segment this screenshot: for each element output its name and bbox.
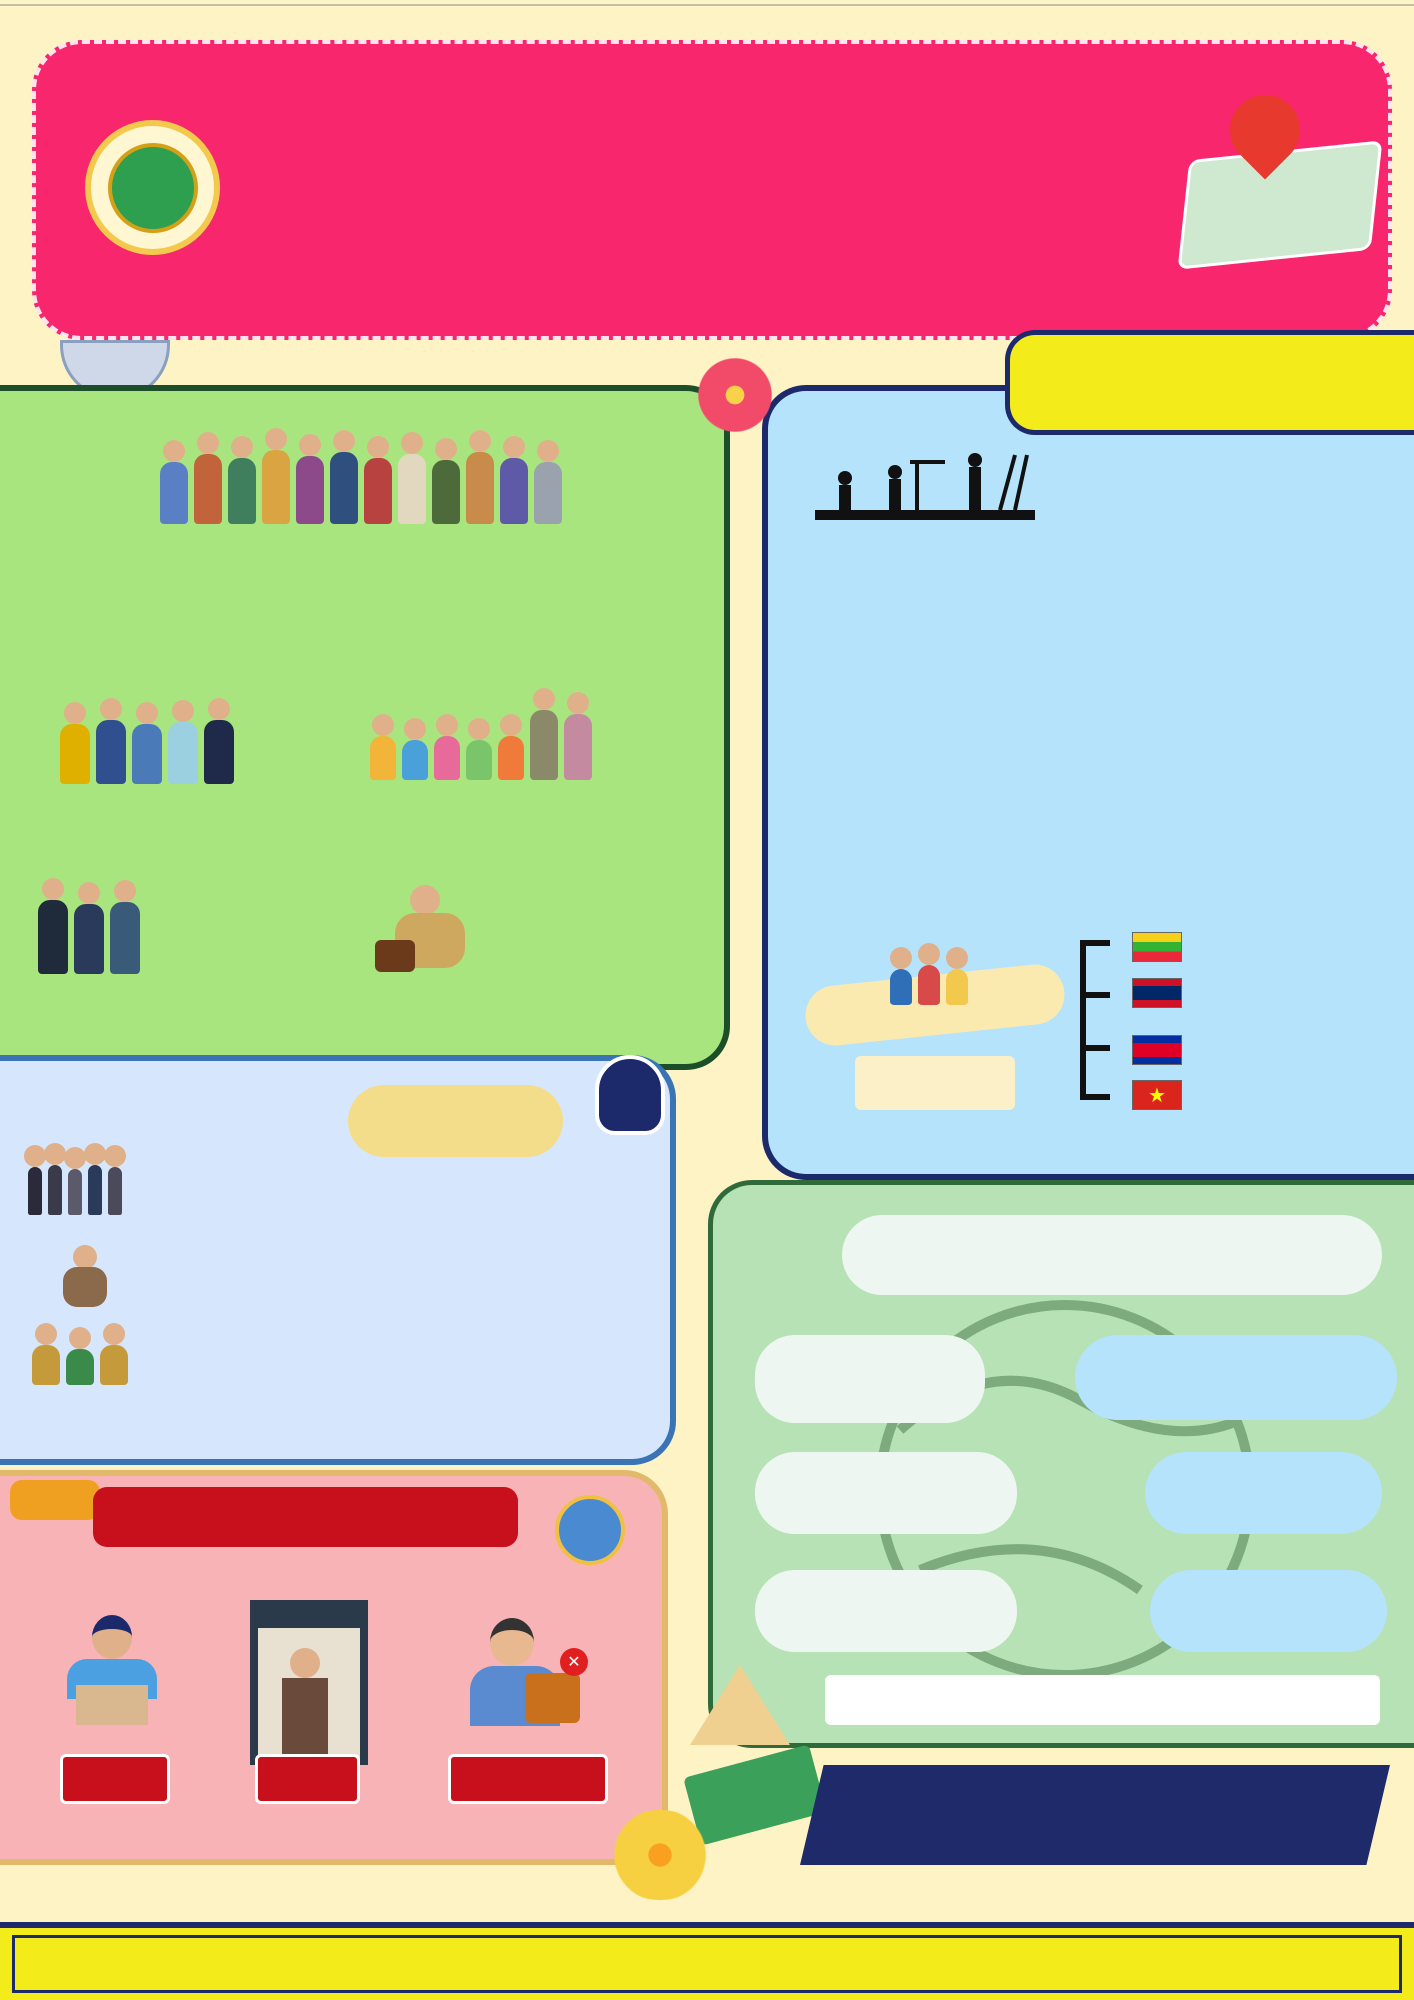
applicants-label xyxy=(755,1452,1017,1534)
footer xyxy=(0,1922,1414,2000)
four-nations-people-illustration xyxy=(890,965,968,1005)
cambodia-flag-icon xyxy=(1132,1035,1182,1065)
globe-tools-icon xyxy=(555,1495,625,1565)
foreign-workers-badge xyxy=(1005,330,1414,435)
domestic-jobs-title-pill xyxy=(842,1215,1382,1295)
job-positions-label xyxy=(755,1335,985,1423)
crowd-illustration xyxy=(160,450,562,524)
hibiscus-flower-icon xyxy=(690,355,780,435)
employed-illustration xyxy=(38,900,140,974)
job-positions-value xyxy=(1075,1335,1397,1420)
resigned-elevator-illustration xyxy=(250,1600,368,1765)
placements-value xyxy=(1150,1570,1387,1652)
mascot-icon xyxy=(595,1055,665,1135)
non-labor-illustration xyxy=(370,710,592,780)
close-icon: ✕ xyxy=(560,1648,588,1676)
ministry-logo xyxy=(85,120,220,255)
laid-off-illustration xyxy=(62,1615,162,1725)
vietnam-flag-icon: ★ xyxy=(1132,1080,1182,1110)
minimum-wage-banner xyxy=(800,1765,1390,1865)
water-gun-icon xyxy=(10,1480,100,1520)
workers-illustration xyxy=(60,720,234,784)
article33-illustration xyxy=(28,1165,122,1215)
myanmar-flag-icon xyxy=(1132,932,1182,962)
applicants-value xyxy=(1145,1452,1382,1534)
unemployed-person-illustration xyxy=(375,885,485,980)
unemployment-title-box xyxy=(93,1487,518,1547)
contract-ended-illustration xyxy=(470,1618,585,1728)
construction-silhouette-icon xyxy=(815,450,1035,520)
yellow-hibiscus-icon xyxy=(600,1810,720,1900)
placements-label xyxy=(755,1570,1017,1652)
domestic-note-box xyxy=(825,1675,1380,1725)
insured-label-pill xyxy=(348,1085,563,1157)
contract-ended-label xyxy=(448,1754,608,1804)
bracket-divider xyxy=(1075,940,1115,1100)
article39-illustration xyxy=(55,1245,115,1315)
laid-off-label xyxy=(60,1754,170,1804)
article40-illustration xyxy=(32,1345,128,1385)
laos-flag-icon xyxy=(1132,978,1182,1008)
layoff-box-text xyxy=(76,1685,148,1725)
resigned-label xyxy=(255,1754,360,1804)
four-nations-total-box xyxy=(855,1056,1015,1110)
